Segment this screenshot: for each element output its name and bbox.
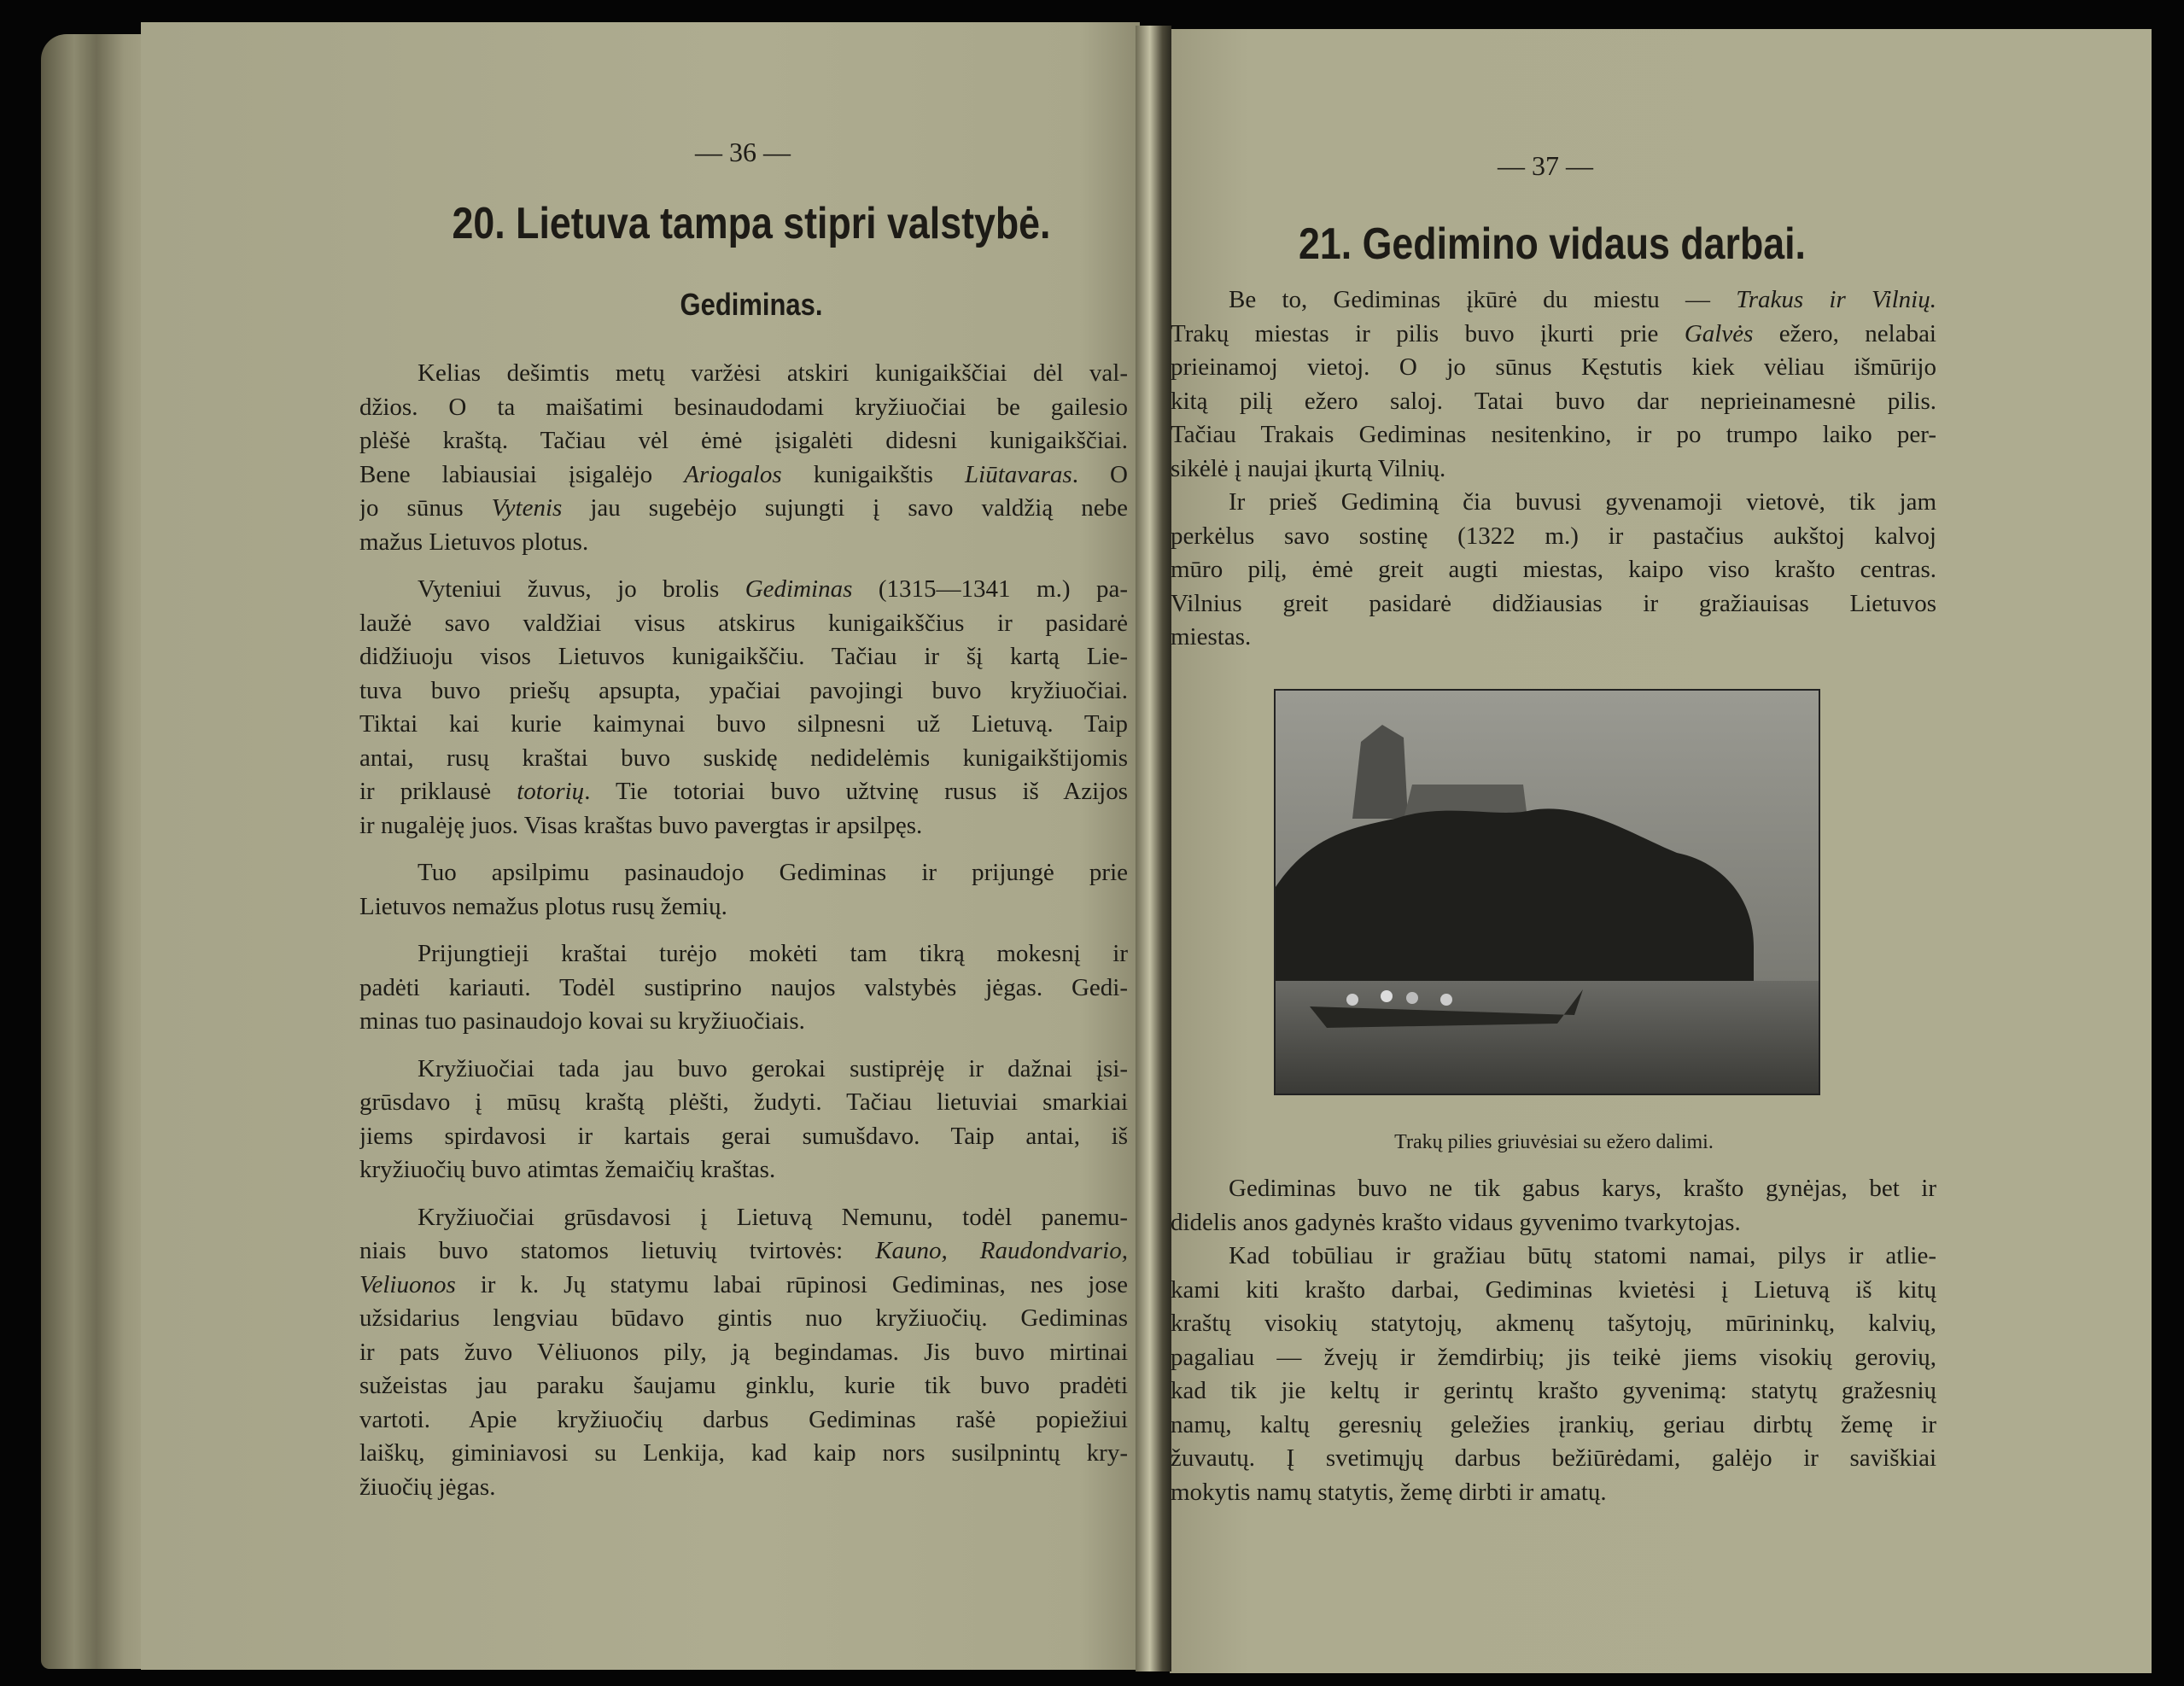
text-line bbox=[1171, 385, 1936, 419]
text-line bbox=[359, 775, 1128, 809]
text-segment: ir pats žuvo Vėliuonos pily, ją begindamas. Jis buvo mirtinai bbox=[359, 1338, 1128, 1366]
text-line bbox=[1171, 520, 1936, 554]
text-line bbox=[359, 1336, 1128, 1370]
text-segment: Kad tobūliau ir gražiau būtų statomi namai, pilys ir atlie- bbox=[1229, 1242, 1936, 1269]
italic-text: totorių bbox=[517, 778, 585, 805]
text-segment: Kelias dešimtis metų varžėsi atskiri kunigaikščiai dėl val- bbox=[418, 359, 1128, 387]
text-line bbox=[359, 971, 1128, 1006]
text-segment: prieinamoj vietoj. O jo sūnus Kęstutis kiek vėliau išmūrijo bbox=[1171, 353, 1936, 381]
italic-text: Galvės bbox=[1684, 319, 1754, 347]
right-body-text-top bbox=[1171, 283, 1936, 655]
text-line bbox=[359, 856, 1128, 890]
text-segment: Kryžiuočiai grūsdavosi į Lietuvą Nemunu, todėl panemu- bbox=[418, 1203, 1128, 1231]
text-segment: . O bbox=[1072, 460, 1128, 488]
text-segment: . Tie totoriai buvo užtvinę rusus iš Azijos bbox=[584, 778, 1128, 805]
text-line bbox=[359, 1153, 1128, 1187]
text-segment: perkėlus savo sostinę (1322 m.) ir pastačius aukštoj kalvoj bbox=[1171, 522, 1936, 550]
italic-text: Gediminas bbox=[745, 575, 853, 603]
text-line bbox=[359, 1086, 1128, 1120]
text-segment: mokytis namų statytis, žemę dirbti ir amatų. bbox=[1171, 1478, 1607, 1506]
text-line bbox=[1171, 1374, 1936, 1409]
text-segment: sikėlė į naujai įkurtą Vilnių. bbox=[1171, 454, 1446, 482]
text-segment: ežero, nelabai bbox=[1753, 319, 1936, 347]
text-segment: užsidarius lengviau būdavo gintis nuo kryžiuočių. Gediminas bbox=[359, 1304, 1128, 1332]
book-page-edges bbox=[41, 34, 152, 1669]
text-line bbox=[359, 573, 1128, 607]
italic-text: Kauno, Raudondvario, bbox=[875, 1237, 1128, 1264]
text-segment: sužeistas jau paraku šaujamu ginklu, kurie tik buvo pradėti bbox=[359, 1372, 1128, 1399]
text-line bbox=[359, 1302, 1128, 1336]
text-line bbox=[359, 526, 1128, 560]
text-line bbox=[359, 1471, 1128, 1505]
text-line bbox=[359, 809, 1128, 843]
text-line bbox=[359, 1201, 1128, 1235]
text-segment: žuvautų. Į svetimųjų darbus bežiūrėdami, galėjo ir saviškiai bbox=[1171, 1444, 1936, 1472]
text-line bbox=[359, 708, 1128, 742]
text-segment: mūro pilį, ėmė greit augti miestas, kaipo viso krašto centras. bbox=[1171, 556, 1936, 583]
text-segment: didžiuoju visos Lietuvos kunigaikščiu. Tačiau ir šį kartą Lie- bbox=[359, 643, 1128, 670]
text-segment: Vyteniui žuvus, jo brolis bbox=[418, 575, 745, 603]
book-gutter bbox=[1136, 26, 1171, 1671]
page-number-left: — 36 — bbox=[695, 137, 791, 167]
text-segment: Lietuvos nemažus plotus rusų žemių. bbox=[359, 892, 727, 920]
text-segment: Kryžiuočiai tada jau buvo gerokai sustiprėję ir dažnai įsi- bbox=[418, 1054, 1128, 1082]
text-line bbox=[1171, 1307, 1936, 1341]
text-line bbox=[359, 1234, 1128, 1269]
paragraph bbox=[1171, 1172, 1936, 1240]
text-line bbox=[359, 1120, 1128, 1154]
text-segment: jo sūnus bbox=[359, 494, 492, 522]
text-line bbox=[1171, 1442, 1936, 1476]
text-line bbox=[359, 1053, 1128, 1087]
text-segment: grūsdavo į mūsų kraštą plėšti, žudyti. Tačiau lietuviai smarkiai bbox=[359, 1088, 1128, 1116]
paragraph bbox=[359, 357, 1128, 559]
page-number-right: — 37 — bbox=[1498, 150, 1593, 181]
text-segment: padėti kariauti. Todėl sustiprino naujos valstybės jėgas. Gedi- bbox=[359, 973, 1128, 1001]
text-line bbox=[1171, 452, 1936, 487]
text-line bbox=[359, 391, 1128, 425]
text-segment: niais buvo statomos lietuvių tvirtovės: bbox=[359, 1237, 876, 1264]
text-line bbox=[1171, 1476, 1936, 1510]
text-line bbox=[1171, 486, 1936, 520]
text-segment: pagaliau — žvejų ir žemdirbių; jis teikė jiems visokių gerovių, bbox=[1171, 1343, 1936, 1371]
italic-text: Veliuonos bbox=[359, 1270, 456, 1298]
paragraph bbox=[359, 937, 1128, 1039]
photo-caption: Trakų pilies griuvėsiai su ežero dalimi. bbox=[1394, 1131, 1714, 1153]
text-line bbox=[359, 357, 1128, 391]
text-segment: mažus Lietuvos plotus. bbox=[359, 528, 589, 556]
text-line bbox=[1171, 1172, 1936, 1206]
castle-lake-image bbox=[1276, 691, 1819, 1094]
text-segment: Tačiau Trakais Gediminas nesitenkino, ir po trumpo laiko per- bbox=[1171, 421, 1936, 448]
text-line bbox=[359, 424, 1128, 458]
text-segment: džios. O ta maišatimi besinaudodami kryžiuočiai be gailesio bbox=[359, 393, 1128, 421]
text-line bbox=[1171, 1206, 1936, 1240]
text-line bbox=[1171, 1274, 1936, 1308]
text-segment: žiuočių jėgas. bbox=[359, 1473, 496, 1501]
text-line bbox=[359, 674, 1128, 709]
text-segment: tuva buvo priešų apsupta, ypačiai pavojingi buvo kryžiuočiai. bbox=[359, 676, 1128, 704]
text-segment: antai, rusų kraštai buvo suskidę nedidelėmis kunigaikštijomis bbox=[359, 744, 1128, 772]
text-segment: Ir prieš Gediminą čia buvusi gyvenamoji vietovė, tik jam bbox=[1229, 488, 1936, 516]
italic-text: Vytenis bbox=[491, 494, 563, 522]
text-segment: minas tuo pasinaudojo kovai su kryžiuočiais. bbox=[359, 1007, 805, 1035]
text-segment: kryžiuočių buvo atimtas žemaičių kraštas. bbox=[359, 1156, 776, 1183]
paragraph bbox=[1171, 486, 1936, 655]
text-segment: Gediminas buvo ne tik gabus karys, krašto gynėjas, bet ir bbox=[1229, 1175, 1936, 1202]
text-segment: Tiktai kai kurie kaimynai buvo silpnesni už Lietuvą. Taip bbox=[359, 710, 1128, 738]
text-segment: Vilnius greit pasidarė didžiausias ir gražiauisas Lietuvos bbox=[1171, 589, 1936, 617]
text-segment: miestas. bbox=[1171, 623, 1252, 650]
italic-text: Ariogalos bbox=[684, 460, 782, 488]
text-line bbox=[359, 937, 1128, 971]
text-segment: kraštų visokių statytojų, akmenų tašytojų, mūrininkų, kalvių, bbox=[1171, 1310, 1936, 1337]
text-segment: kami kiti krašto darbai, Gediminas kvietėsi į Lietuvą iš kitų bbox=[1171, 1275, 1936, 1304]
text-segment: plėšė kraštą. Tačiau vėl ėmė įsigalėti didesni kunigaikščiai. bbox=[359, 427, 1128, 454]
chapter-title-left: 20. Lietuva tampa stipri valstybė. bbox=[452, 199, 1051, 248]
text-segment: (1315—1341 m.) pa- bbox=[852, 575, 1128, 603]
text-line bbox=[359, 742, 1128, 776]
text-line bbox=[1171, 283, 1936, 318]
text-segment: namų, kaltų geresnių geležies įrankių, geriau dirbtų žemę ir bbox=[1171, 1410, 1936, 1438]
text-line bbox=[359, 1403, 1128, 1438]
text-line bbox=[359, 640, 1128, 674]
paragraph bbox=[359, 1201, 1128, 1505]
text-segment: jau sugebėjo sujungti į savo valdžią nebe bbox=[562, 494, 1128, 522]
text-line bbox=[359, 1005, 1128, 1039]
text-line bbox=[1171, 351, 1936, 385]
text-line bbox=[1171, 318, 1936, 352]
text-line bbox=[359, 1369, 1128, 1403]
text-line bbox=[1171, 418, 1936, 452]
text-segment: Prijungtieji kraštai turėjo mokėti tam tikrą mokesnį ir bbox=[418, 940, 1128, 967]
text-line bbox=[359, 1437, 1128, 1471]
paragraph bbox=[359, 856, 1128, 924]
text-line bbox=[359, 890, 1128, 925]
italic-text: Liūtavaras bbox=[965, 460, 1072, 488]
text-segment: kitą pilį ežero saloj. Tatai buvo dar neprieinamesnė pilis. bbox=[1171, 387, 1936, 415]
text-segment: ir nugalėję juos. Visas kraštas buvo pavergtas ir apsilpęs. bbox=[359, 811, 923, 839]
text-line bbox=[359, 492, 1128, 526]
text-line bbox=[359, 607, 1128, 641]
text-segment: jiems spirdavosi ir kartais gerai sumušdavo. Taip antai, iš bbox=[359, 1122, 1128, 1150]
text-segment: didelis anos gadynės krašto vidaus gyvenimo tvarkytojas. bbox=[1171, 1208, 1741, 1236]
text-line bbox=[1171, 1240, 1936, 1274]
italic-text: Trakus ir Vilnių. bbox=[1736, 286, 1936, 313]
text-segment: laužė savo valdžiai visus atskirus kunigaikščius ir pasidarė bbox=[359, 609, 1128, 637]
text-segment: vartoti. Apie kryžiuočių darbus Gediminas rašė popiežiui bbox=[359, 1405, 1128, 1433]
text-segment: kad tik jie keltų ir gerintų krašto gyvenimą: statytų gražesnių bbox=[1171, 1377, 1936, 1404]
text-segment: Trakų miestas ir pilis buvo įkurti prie bbox=[1171, 319, 1685, 347]
trakai-castle-photo bbox=[1274, 689, 1820, 1095]
text-line bbox=[359, 458, 1128, 493]
paragraph bbox=[1171, 283, 1936, 486]
text-segment: ir k. Jų statymu labai rūpinosi Gediminas, nes jose bbox=[455, 1270, 1128, 1298]
paragraph bbox=[359, 573, 1128, 843]
text-segment: Be to, Gediminas įkūrė du miestu — bbox=[1229, 286, 1737, 313]
text-line bbox=[1171, 1409, 1936, 1443]
text-segment: kunigaikštis bbox=[781, 460, 966, 488]
text-segment: laiškų, giminiavosi su Lenkija, kad kaip nors susilpnintų kry- bbox=[359, 1439, 1128, 1467]
text-line bbox=[359, 1269, 1128, 1303]
paragraph bbox=[359, 1053, 1128, 1187]
right-body-text-bottom bbox=[1171, 1172, 1936, 1509]
text-segment: ir priklausė bbox=[359, 778, 517, 805]
text-line bbox=[1171, 1341, 1936, 1375]
text-segment: Tuo apsilpimu pasinaudojo Gediminas ir prijungė prie bbox=[418, 859, 1128, 886]
text-line bbox=[1171, 553, 1936, 587]
text-segment: Bene labiausiai įsigalėjo bbox=[359, 460, 685, 488]
text-line bbox=[1171, 587, 1936, 621]
section-subtitle: Gediminas. bbox=[680, 287, 823, 322]
paragraph bbox=[1171, 1240, 1936, 1509]
text-line bbox=[1171, 621, 1936, 655]
chapter-title-right: 21. Gedimino vidaus darbai. bbox=[1299, 219, 1806, 269]
left-body-text bbox=[359, 357, 1128, 1518]
